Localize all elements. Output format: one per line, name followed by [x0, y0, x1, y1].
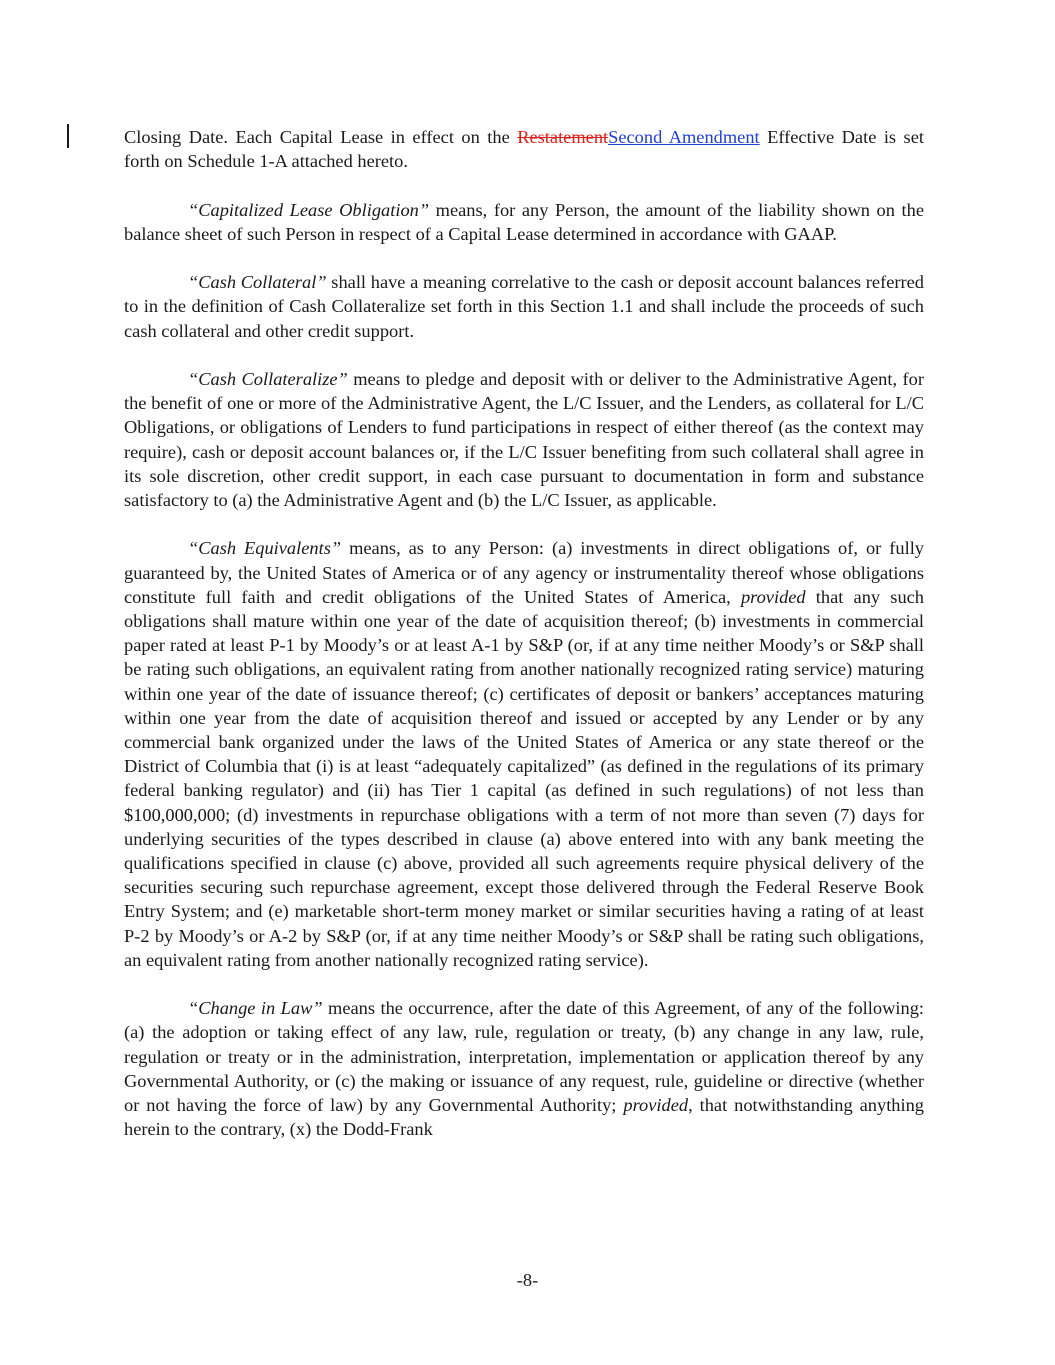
defined-term: “Change in Law”	[188, 998, 323, 1019]
definition-change-in-law: “Change in Law” means the occurrence, after the date of this Agreement, of any of the following: (a) the adoption or taking effect of any law, rule, regulation or treaty, (b) any change in any law, rule, regulation or treaty or in the administration, interpretation, implementation or application thereof by any Governmental Authority, or (c) the making or issuance of any request, rule, guideline or directive (whether or not having the force of law) by any Governmental Authority; provided, that notwithstanding anything herein to the contrary, (x) the Dodd-Frank	[124, 998, 924, 1140]
inserted-text: Second Amendment	[608, 127, 760, 147]
paragraph-closing-date: Closing Date. Each Capital Lease in effect on the RestatementSecond Amendment Effective Date is set forth on Schedule 1-A attached hereto.	[124, 127, 924, 172]
document-body	[124, 125, 924, 1166]
defined-term: “Cash Collateral”	[188, 272, 327, 293]
page-number: -8-	[516, 1270, 539, 1290]
revision-change-bar	[67, 124, 69, 148]
defined-term: “Capitalized Lease Obligation”	[188, 199, 430, 220]
definition-cash-collateralize: “Cash Collateralize” means to pledge and deposit with or deliver to the Administrative Agent, for the benefit of one or more of the Administrative Agent, the L/C Issuer, and the Lenders, as collateral for L/C Obligations, or obligations of Lenders to fund participations in respect of either thereof (as the context may require), cash or deposit account balances or, if the L/C Issuer benefiting from such collateral shall agree in its sole discretion, other credit support, in each case pursuant to documentation in form and substance satisfactory to (a) the Administrative Agent and (b) the L/C Issuer, as applicable.	[124, 368, 924, 510]
definition-cash-equivalents: “Cash Equivalents” means, as to any Person: (a) investments in direct obligations of, or fully guaranteed by, the United States of America or of any agency or instrumentality thereof whose obligations constitute full faith and credit obligations of the United States of America, provided that any such obligations shall mature within one year of the date of acquisition thereof; (b) investments in commercial paper rated at least P-1 by Moody’s or at least A-1 by S&P (or, if at any time neither Moody’s or S&P shall be rating such obligations, an equivalent rating from another nationally recognized rating service) maturing within one year of the date of issuance thereof; (c) certificates of deposit or bankers’ acceptances maturing within one year from the date of acquisition thereof and issued or accepted by any Lender or by any commercial bank organized under the laws of the United States of America or any state thereof or the District of Columbia that (i) is at least “adequately capitalized” (as defined in the regulations of its primary federal banking regulator) and (ii) has Tier 1 capital (as defined in such regulations) of not less than $100,000,000; (d) investments in repurchase obligations with a term of not more than seven (7) days for underlying securities of the types described in clause (a) above entered into with any bank meeting the qualifications specified in clause (c) above, provided all such agreements require physical delivery of the securities securing such repurchase agreement, except those delivered through the Federal Reserve Book Entry System; and (e) marketable short-term money market or similar securities having a rating of at least P-2 by Moody’s or A-2 by S&P (or, if at any time neither Moody’s or S&P shall be rating such obligations, an equivalent rating from another nationally recognized rating service).	[124, 538, 924, 970]
defined-term: “Cash Equivalents”	[188, 538, 342, 559]
deleted-text: Restatement	[517, 127, 609, 147]
defined-term: “Cash Collateralize”	[188, 368, 348, 389]
definition-cash-collateral: “Cash Collateral” shall have a meaning correlative to the cash or deposit account balances referred to in the definition of Cash Collateralize set forth in this Section 1.1 and shall include the proceeds of such cash collateral and other credit support.	[124, 272, 924, 341]
definition-capitalized-lease-obligation: “Capitalized Lease Obligation” means, for any Person, the amount of the liability shown on the balance sheet of such Person in respect of a Capital Lease determined in accordance with GAAP.	[124, 199, 924, 244]
